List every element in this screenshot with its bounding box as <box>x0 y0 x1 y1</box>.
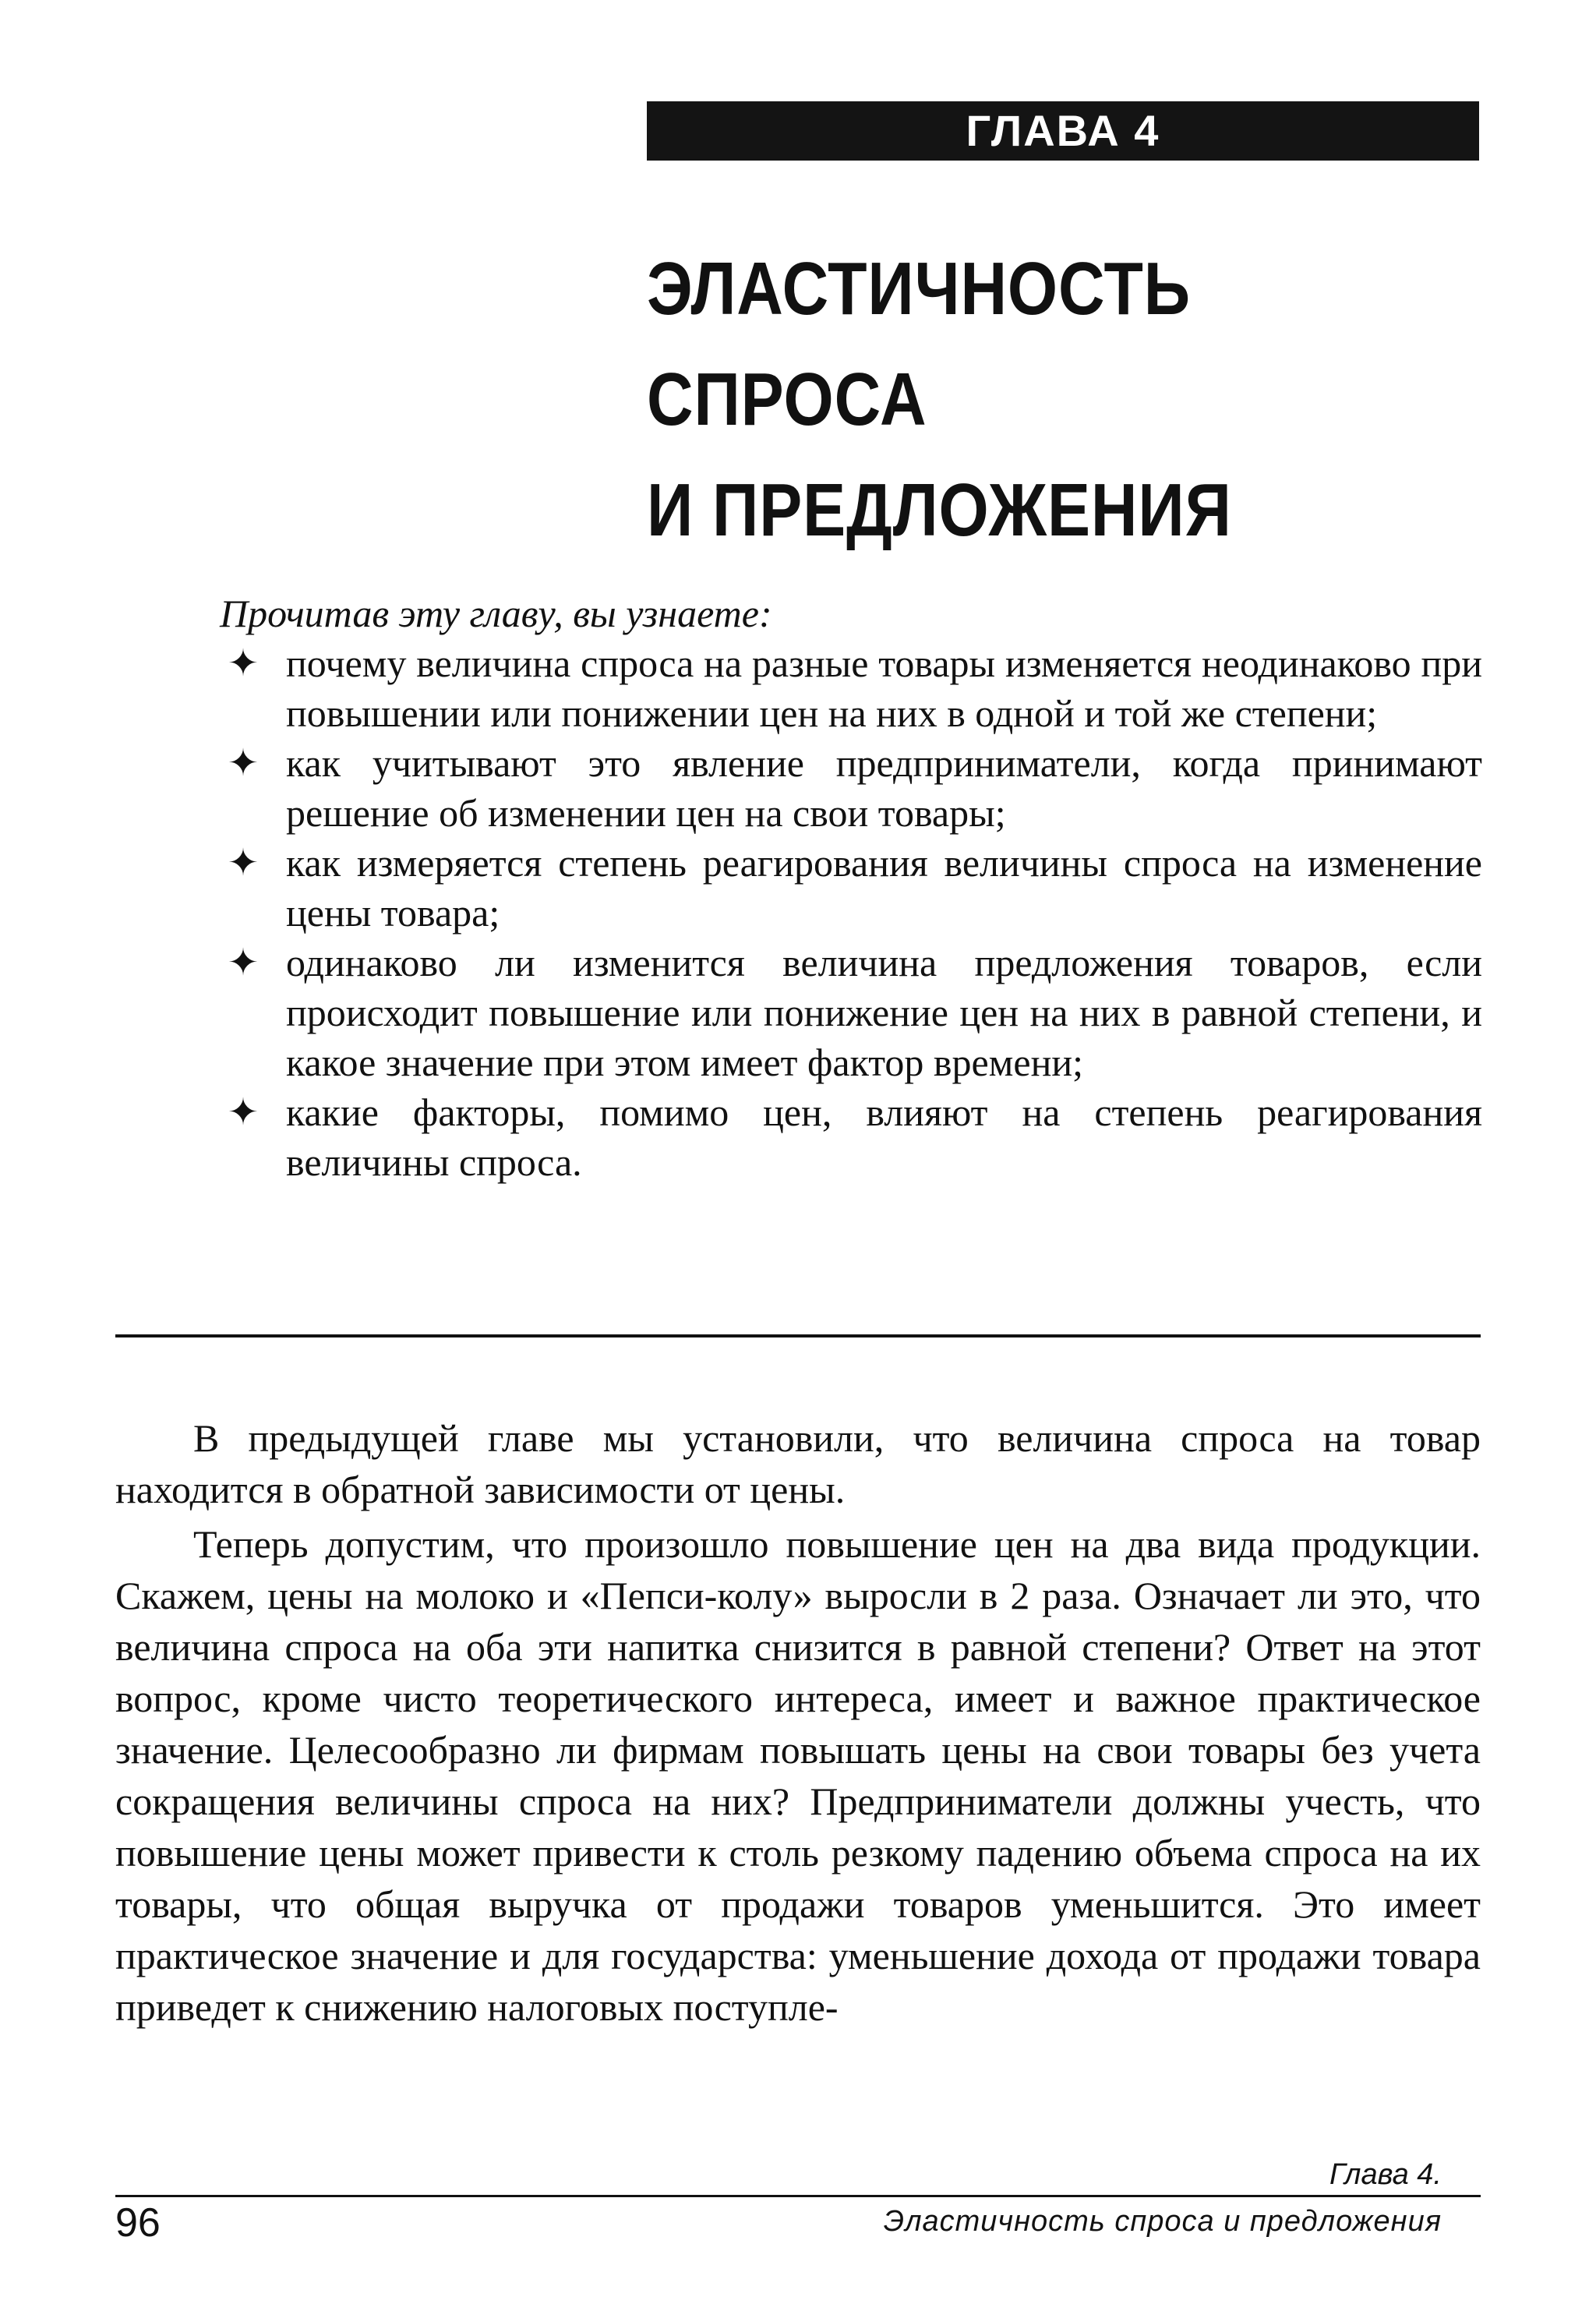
footer-title: Эластичность спроса и предложения <box>883 2205 1442 2238</box>
paragraph: Теперь допустим, что произошло повышение цен на два вида продукции. Скажем, цены на молоко и «Пепси-колу» выросли в 2 раза. Означает ли это, что величина спроса на оба эти напитка снизится в равной степени? Ответ на этот вопрос, кроме чисто теоретического интереса, имеет и важное практическое значение. Целесообразно ли фирмам повышать цены на свои товары без учета сокращения величины спроса на них? Предприниматели должны учесть, что повышение цены может привести к столь резкому падению объема спроса на их товары, что общая выручка от продажи товаров уменьшится. Это имеет практическое значение и для государства: уменьшение дохода от продажи товара приведет к снижению налоговых поступле- <box>115 1522 1481 2029</box>
star-bullet-icon: ✦ <box>227 741 260 785</box>
objectives-lead: Прочитав эту главу, вы узнаете: <box>220 592 772 635</box>
page-number: 96 <box>115 2200 161 2246</box>
paragraph: В предыдущей главе мы установили, что величина спроса на товар находится в обратной зависимости от цены. <box>115 1416 1481 1511</box>
objective-text: одинаково ли изменится величина предложения товаров, если происходит повышение или понижение цен на них в равной степени, и какое значение при этом имеет фактор времени; <box>286 941 1482 1084</box>
objectives-list <box>220 638 1482 1187</box>
objective-item <box>220 938 1482 1087</box>
objective-item <box>220 738 1482 838</box>
footer-divider <box>115 2195 1481 2197</box>
objective-text: почему величина спроса на разные товары изменяется неодинаково при повышении или понижении цен на них в одной и той же степени; <box>286 641 1482 735</box>
objective-text: какие факторы, помимо цен, влияют на степень реагирования величины спроса. <box>286 1090 1482 1184</box>
chapter-title-line-2: И ПРЕДЛОЖЕНИЯ <box>647 468 1232 552</box>
star-bullet-icon: ✦ <box>227 941 260 984</box>
chapter-title <box>647 234 1384 566</box>
footer-chapter: Глава 4. <box>1329 2158 1442 2191</box>
chapter-title-line-1: ЭЛАСТИЧНОСТЬ СПРОСА <box>647 247 1191 441</box>
chapter-label: ГЛАВА 4 <box>647 101 1479 161</box>
objective-item <box>220 838 1482 938</box>
star-bullet-icon: ✦ <box>227 641 260 685</box>
objective-text: как учитывают это явление предприниматели, когда принимают решение об изменении цен на свои товары; <box>286 741 1482 835</box>
objective-item <box>220 638 1482 738</box>
objective-item <box>220 1087 1482 1187</box>
star-bullet-icon: ✦ <box>227 841 260 885</box>
section-divider <box>115 1334 1481 1337</box>
objective-text: как измеряется степень реагирования величины спроса на изменение цены товара; <box>286 841 1482 935</box>
star-bullet-icon: ✦ <box>227 1090 260 1134</box>
chapter-objectives <box>220 588 1482 1187</box>
body-text <box>115 1412 1481 2036</box>
